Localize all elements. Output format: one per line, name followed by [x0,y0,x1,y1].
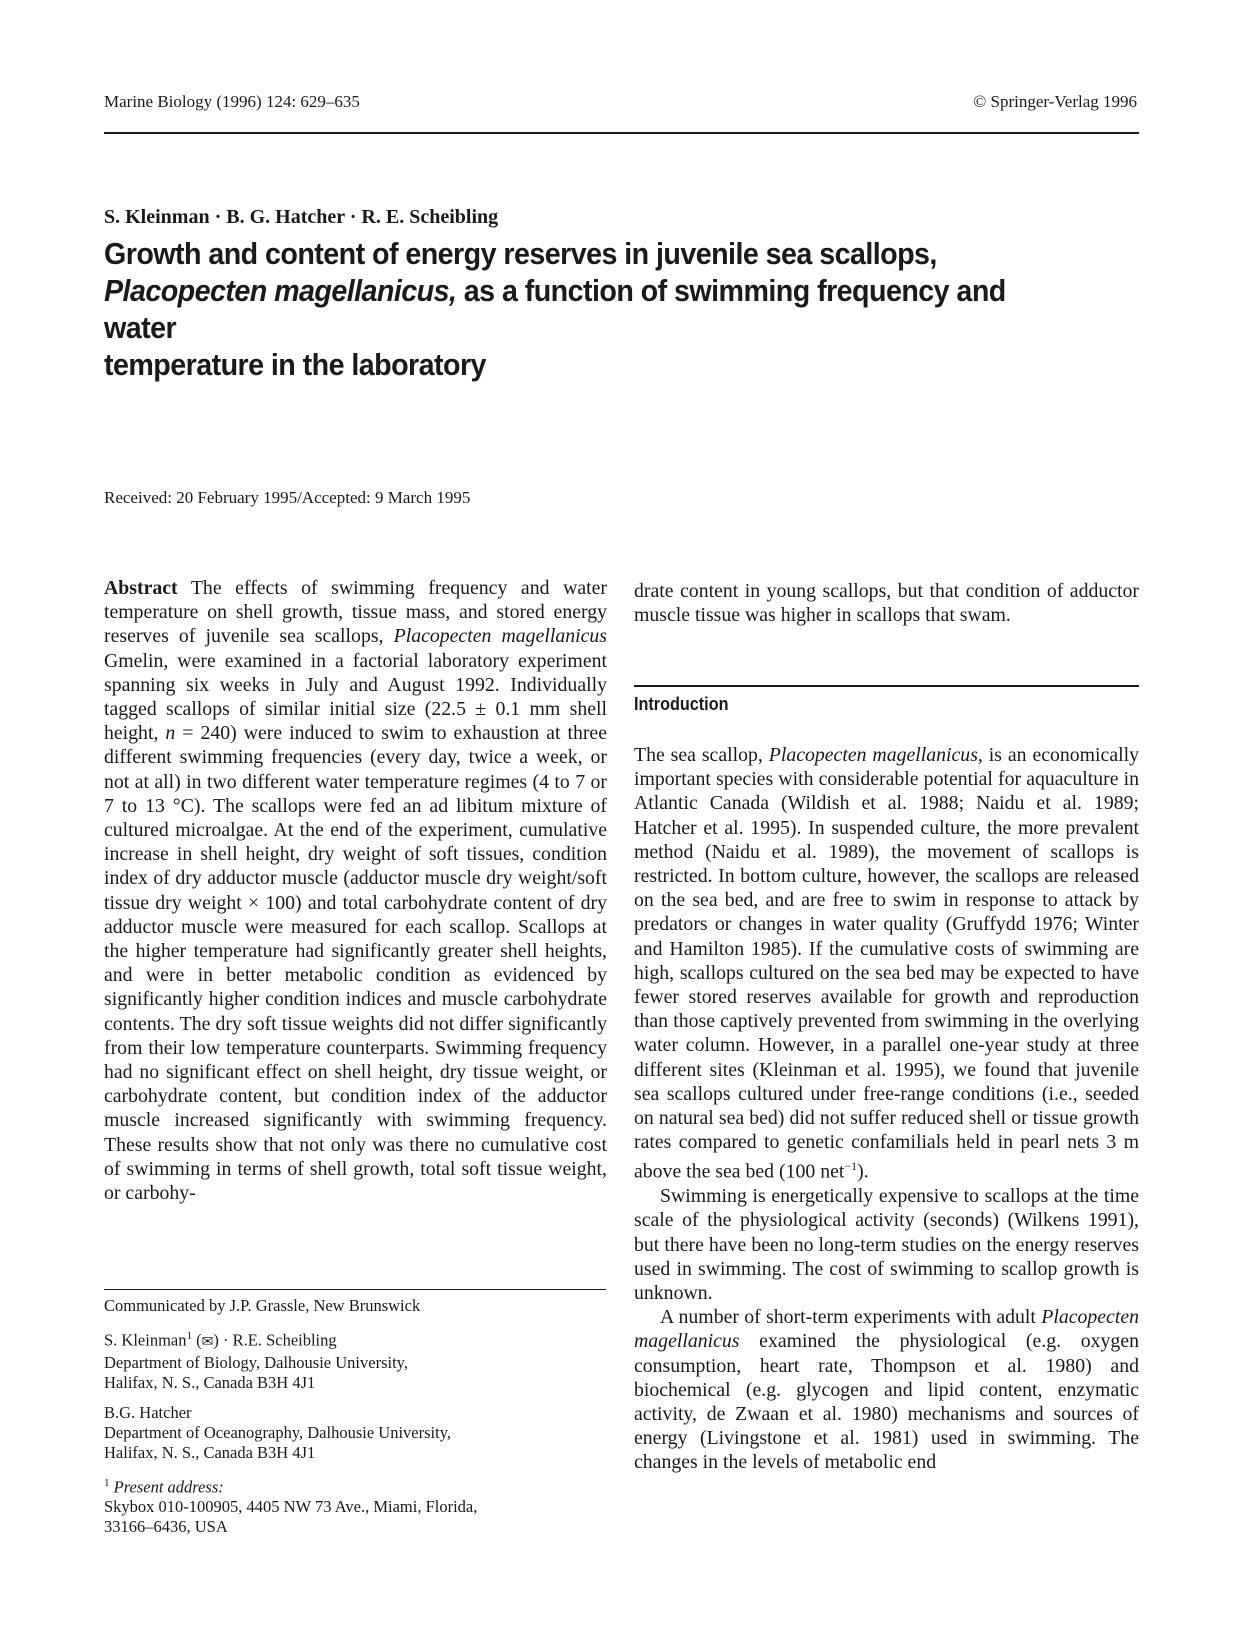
abstract-text-b: Gmelin, were examined in a factorial laboratory experiment spanning six weeks in July and August 1992. Individually tagged scallops of similar initial size (22.5 ± 0.1 mm shell height, [104,649,607,745]
present-address-superscript: 1 [104,1476,110,1489]
intro-paragraph-2: Swimming is energetically expensive to scallops at the time scale of the physiological activity (seconds) (Wilkens 1991), but there have been no long-term studies on the energy reserves used in swimming. The cost of swimming to scallop growth is unknown. [634,1185,1139,1305]
affiliation-1-names: S. Kleinman$^1$ (✉) · R.E. Scheibling [104,1326,606,1353]
title-species: Placopecten magellanicus, [104,274,457,308]
intro-p1-species: Placopecten magellanicus, [768,744,983,766]
title-line-1: Growth and content of energy reserves in juvenile sea scallops, [104,237,937,271]
intro-p1-c: ). [857,1161,869,1184]
intro-p1-superscript: −1 [844,1159,858,1174]
intro-paragraph-1 [634,743,1139,1184]
journal-citation: Marine Biology (1996) 124: 629–635 [104,92,360,111]
abstract-column [104,576,607,1205]
author-list: S. Kleinman · B. G. Hatcher · R. E. Scheibling [104,206,499,228]
intro-paragraph-3 [634,1305,1139,1474]
intro-p3-species: Placopecten magellanicus [634,1306,1139,1353]
present-address-line-1: Skybox 010-100905, 4405 NW 73 Ave., Miami, Florida, [104,1497,478,1516]
affiliation-1-city: Halifax, N. S., Canada B3H 4J1 [104,1372,316,1392]
envelope-icon: ✉ [201,1334,214,1350]
abstract-text-a: The effects of swimming frequency and water temperature on shell growth, tissue mass, and stored energy reserves of juvenile sea scallops, [104,577,607,648]
affiliation-2 [104,1403,606,1463]
author-kleinman-superscript: 1 [186,1330,192,1342]
present-address-heading: Present address: [109,1477,224,1496]
communicated-by: Communicated by J.P. Grassle, New Brunswick [104,1296,421,1315]
abstract-label: Abstract [104,577,178,599]
present-address [104,1473,606,1538]
title-line-2: as a function of swimming frequency and water [104,274,1006,345]
intro-p3-a: A number of short-term experiments with adult [660,1306,1042,1329]
header-divider [104,132,1139,134]
affiliation-2-name: B.G. Hatcher [104,1402,192,1422]
section-divider [634,685,1139,687]
footnote-divider [104,1289,606,1290]
affiliation-1 [104,1326,606,1393]
intro-p1-b: is an economically important species with considerable potential for aquaculture in Atlantic Canada (Wildish et al. 1988; Naidu et al. 1989; Hatcher et al. 1995). In suspended culture, the more prevalent method (Naidu et al. 1989), the movement of scallops is restricted. In bottom culture, however, the scallops are released on the sea bed, and are free to swim in response to attack by predators or changes in water quality (Gruffydd 1976; Winter and Hamilton 1985). If the cumulative costs of swimming are high, scallops cultured on the sea bed may be expected to have fewer stored reserves available for growth and reproduction than those captively prevented from swimming in the overlying water column. However, in a parallel one-year study at three different sites (Kleinman et al. 1995), we found that juvenile sea scallops cultured under free-range conditions (i.e., seeded on natural sea bed) did not suffer reduced shell or tissue growth rates compared to genetic confamilials held in pearl nets 3 m above the sea bed (100 net [634,744,1139,1184]
footnotes [104,1296,606,1547]
copyright-notice: © Springer-Verlag 1996 [973,92,1137,111]
title-line-3: temperature in the laboratory [104,348,486,382]
author-scheibling: · R.E. Scheibling [218,1330,337,1350]
intro-p1-a: The sea scallop, [634,744,769,766]
present-address-label [104,1473,606,1498]
affiliation-2-city: Halifax, N. S., Canada B3H 4J1 [104,1442,316,1462]
affiliation-1-department: Department of Biology, Dalhousie University, [104,1352,408,1372]
introduction-heading: Introduction [634,694,729,714]
abstract-continuation: drate content in young scallops, but that condition of adductor muscle tissue was higher in scallops that swam. [634,580,1139,627]
author-kleinman: S. Kleinman [104,1330,187,1350]
present-address-line-2: 33166–6436, USA [104,1517,228,1536]
intro-p3-b: examined the physiological (e.g. oxygen consumption, heart rate, Thompson et al. 1980) and biochemical (e.g. glycogen and lipid content, enzymatic activity, de Zwaan et al. 1980) mechanisms and sources of energy (Livingstone et al. 1981) used in swimming. The changes in the levels of metabolic end [634,1330,1139,1474]
introduction-body [634,743,1139,1475]
abstract-text-c: = 240) were induced to swim to exhaustion at three different swimming frequencies (every day, twice a week, or not at all) in two different water temperature regimes (4 to 7 or 7 to 13 °C). The scallops were fed an ad libitum mixture of cultured microalgae. At the end of the experiment, cumulative increase in shell height, dry weight of soft tissues, condition index of dry adductor muscle (adductor muscle dry weight/soft tissue dry weight × 100) and total carbohydrate content of dry adductor muscle were measured for each scallop. Scallops at the higher temperature had significantly greater shell heights, and were in better metabolic condition as evidenced by significantly higher condition indices and muscle carbohydrate contents. The dry soft tissue weights did not differ significantly from their low temperature counterparts. Swimming frequency had no significant effect on shell height, dry tissue weight, or carbohydrate content, but condition index of the adductor muscle increased significantly with swimming frequency. These results show that not only was there no cumulative cost of swimming in terms of shell growth, total soft tissue weight, or carbohy- [104,722,607,1205]
abstract-n-symbol: n [165,722,176,745]
abstract-species: Placopecten magellanicus [393,625,607,648]
article-title [104,236,1082,384]
affiliation-2-department: Department of Oceanography, Dalhousie University, [104,1422,451,1442]
received-dates: Received: 20 February 1995/Accepted: 9 March 1995 [104,488,471,507]
